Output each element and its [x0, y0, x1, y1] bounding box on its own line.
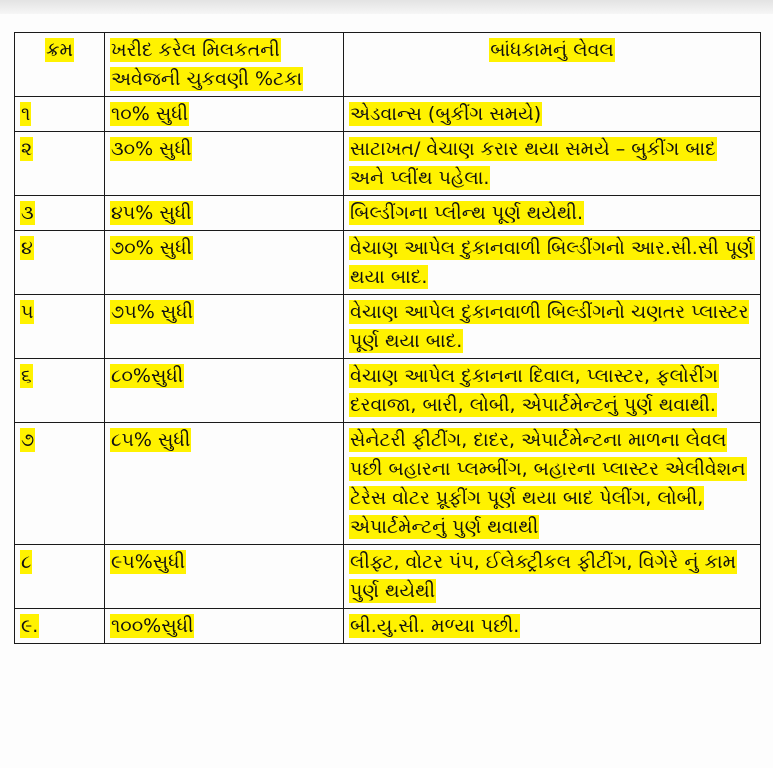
serial-cell	[15, 231, 105, 295]
construction-stage: વેચાણ આપેલ દુકાનના દિવાલ, પ્લાસ્ટર, ફલોરીંગ દરવાજા, બારી, લોબી, એપાર્ટમેન્ટનું પુર્ણ થવાથી.	[350, 365, 718, 416]
payment-percent: ૮૦%સુધી	[111, 365, 184, 387]
header-serial-text: ક્રમ	[46, 39, 73, 61]
serial-number: ૭	[21, 429, 35, 451]
header-payment-text: ખરીદ કરેલ મિલકતની અવેજની ચુકવણી %ટકા	[111, 39, 303, 90]
table-row	[15, 609, 761, 644]
serial-number: ૧	[21, 103, 31, 125]
stage-cell	[344, 545, 761, 609]
serial-cell	[15, 423, 105, 545]
construction-stage: લીફ્ટ, વોટર પંપ, ઈલેક્ટ્રીકલ ફીટીંગ, વિગેરે નું કામ પુર્ણ થયેથી	[350, 551, 737, 602]
serial-cell	[15, 609, 105, 644]
stage-cell	[344, 295, 761, 359]
payment-percent: ૭૫% સુધી	[111, 301, 194, 323]
payment-cell	[105, 609, 344, 644]
serial-number: ૩	[21, 202, 34, 224]
stage-cell	[344, 609, 761, 644]
payment-cell	[105, 196, 344, 231]
table-row	[15, 545, 761, 609]
payment-percent: ૧૦૦%સુધી	[111, 615, 194, 637]
construction-stage: વેચાણ આપેલ દુકાનવાળી બિલ્ડીંગનો આર.સી.સી પૂર્ણ થયા બાદ.	[350, 237, 754, 288]
payment-percent: ૩૦% સુધી	[111, 138, 192, 160]
construction-stage: એડવાન્સ (બુકીંગ સમયે)	[350, 103, 542, 125]
serial-cell	[15, 295, 105, 359]
table-row	[15, 359, 761, 423]
payment-cell	[105, 295, 344, 359]
payment-cell	[105, 545, 344, 609]
payment-percent: ૮૫% સુધી	[111, 429, 191, 451]
payment-percent: ૭૦% સુધી	[111, 237, 192, 259]
table-row	[15, 97, 761, 132]
header-stage	[344, 33, 761, 97]
serial-number: ૨	[21, 138, 33, 160]
construction-stage: સેનેટરી ફીટીંગ, દાદર, એપાર્ટમેન્ટના માળના લેવલ પછી બહારના પ્લમ્બીંગ, બહારના પ્લાસ્ટર એલીવેશન ટેરેસ વોટર પ્રૂફીંગ પૂર્ણ થયા બાદ પેલીંગ, લોબી, એપાર્ટમેન્ટનું પુર્ણ થવાથી	[350, 429, 746, 538]
stage-cell	[344, 132, 761, 196]
table-row	[15, 295, 761, 359]
serial-number: ૬	[21, 365, 32, 387]
stage-cell	[344, 231, 761, 295]
serial-number: ૮	[21, 551, 32, 573]
stage-cell	[344, 97, 761, 132]
serial-cell	[15, 196, 105, 231]
table-row	[15, 423, 761, 545]
stage-cell	[344, 423, 761, 545]
serial-cell	[15, 132, 105, 196]
table-row	[15, 231, 761, 295]
payment-schedule-table	[14, 32, 761, 644]
construction-stage: બિલ્ડીંગના પ્લીન્થ પૂર્ણ થયેથી.	[350, 202, 583, 224]
serial-cell	[15, 545, 105, 609]
construction-stage: વેચાણ આપેલ દુકાનવાળી બિલ્ડીંગનો ચણતર પ્લાસ્ટર પૂર્ણ થયા બાદ.	[350, 301, 749, 352]
header-payment	[105, 33, 344, 97]
payment-cell	[105, 97, 344, 132]
stage-cell	[344, 359, 761, 423]
payment-percent: ૧૦% સુધી	[111, 103, 189, 125]
table-row	[15, 196, 761, 231]
payment-percent: ૪૫% સુધી	[111, 202, 192, 224]
serial-cell	[15, 359, 105, 423]
payment-cell	[105, 423, 344, 545]
construction-stage: સાટાખત/ વેચાણ કરાર થયા સમયે – બુકીંગ બાદ અને પ્લીંથ પહેલા.	[350, 138, 716, 189]
serial-number: ૫	[21, 301, 34, 323]
payment-cell	[105, 231, 344, 295]
header-stage-text: બાંધકામનું લેવલ	[490, 39, 614, 61]
table-header-row	[15, 33, 761, 97]
payment-percent: ૯૫%સુધી	[111, 551, 186, 573]
payment-cell	[105, 132, 344, 196]
top-shade	[0, 0, 773, 14]
serial-cell	[15, 97, 105, 132]
payment-cell	[105, 359, 344, 423]
serial-number: ૯.	[21, 615, 39, 637]
table-row	[15, 132, 761, 196]
stage-cell	[344, 196, 761, 231]
header-serial	[15, 33, 105, 97]
construction-stage: બી.યુ.સી. મળ્યા પછી.	[350, 615, 520, 637]
serial-number: ૪	[21, 237, 33, 259]
